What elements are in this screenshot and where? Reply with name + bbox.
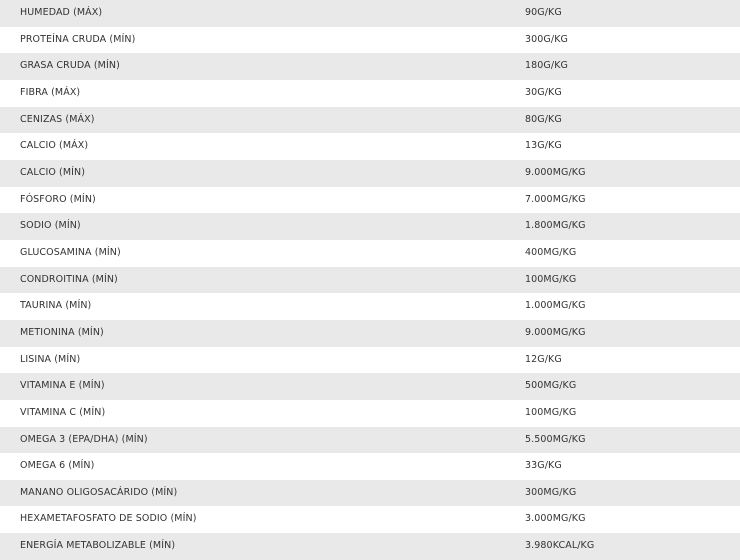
nutrient-name: CALCIO (MÍN) — [0, 160, 505, 187]
table-row — [0, 480, 740, 507]
nutrient-name: MANANO OLIGOSACÁRIDO (MÍN) — [0, 480, 505, 507]
table-row — [0, 133, 740, 160]
nutrient-name: OMEGA 6 (MÍN) — [0, 453, 505, 480]
table-row — [0, 267, 740, 294]
table-row — [0, 53, 740, 80]
nutrient-name: VITAMINA E (MÍN) — [0, 373, 505, 400]
table-row — [0, 533, 740, 560]
table-row — [0, 107, 740, 134]
nutrient-value: 100MG/KG — [505, 267, 740, 294]
nutrient-value: 500MG/KG — [505, 373, 740, 400]
nutrient-name: CENIZAS (MÁX) — [0, 107, 505, 134]
nutrient-value: 100MG/KG — [505, 400, 740, 427]
nutrient-value: 400MG/KG — [505, 240, 740, 267]
table-row — [0, 347, 740, 374]
nutrient-value: 33G/KG — [505, 453, 740, 480]
table-row — [0, 453, 740, 480]
nutrient-value: 3.000MG/KG — [505, 506, 740, 533]
nutrient-value: 13G/KG — [505, 133, 740, 160]
nutrient-name: TAURINA (MÍN) — [0, 293, 505, 320]
nutrient-value: 12G/KG — [505, 347, 740, 374]
table-row — [0, 187, 740, 214]
table-row — [0, 240, 740, 267]
table-row — [0, 0, 740, 27]
nutrient-name: FÓSFORO (MÍN) — [0, 187, 505, 214]
table-row — [0, 506, 740, 533]
table-row — [0, 400, 740, 427]
nutrient-value: 300G/KG — [505, 27, 740, 54]
nutrient-value: 80G/KG — [505, 107, 740, 134]
nutrient-value: 9.000MG/KG — [505, 320, 740, 347]
nutrient-name: SODIO (MÍN) — [0, 213, 505, 240]
table-row — [0, 27, 740, 54]
nutrient-value: 5.500MG/KG — [505, 427, 740, 454]
nutrient-name: ENERGÍA METABOLIZABLE (MÍN) — [0, 533, 505, 560]
table-row — [0, 213, 740, 240]
nutrient-name: CALCIO (MÁX) — [0, 133, 505, 160]
nutrient-name: FIBRA (MÁX) — [0, 80, 505, 107]
nutrient-name: OMEGA 3 (EPA/DHA) (MÍN) — [0, 427, 505, 454]
table-row — [0, 373, 740, 400]
nutrient-name: LISINA (MÍN) — [0, 347, 505, 374]
nutrient-value: 3.980KCAL/KG — [505, 533, 740, 560]
table-row — [0, 427, 740, 454]
nutrient-name: CONDROITINA (MÍN) — [0, 267, 505, 294]
table-row — [0, 293, 740, 320]
table-row — [0, 320, 740, 347]
nutrient-value: 180G/KG — [505, 53, 740, 80]
nutrient-name: HEXAMETAFOSFATO DE SODIO (MÍN) — [0, 506, 505, 533]
nutrient-name: PROTEÍNA CRUDA (MÍN) — [0, 27, 505, 54]
nutrient-name: HUMEDAD (MÁX) — [0, 0, 505, 27]
table-row — [0, 80, 740, 107]
nutrient-value: 90G/KG — [505, 0, 740, 27]
nutrient-name: METIONINA (MÍN) — [0, 320, 505, 347]
nutrient-name: VITAMINA C (MÍN) — [0, 400, 505, 427]
table-row — [0, 160, 740, 187]
nutrient-value: 1.000MG/KG — [505, 293, 740, 320]
nutrient-value: 30G/KG — [505, 80, 740, 107]
nutrient-value: 7.000MG/KG — [505, 187, 740, 214]
nutrient-name: GRASA CRUDA (MÍN) — [0, 53, 505, 80]
nutrient-name: GLUCOSAMINA (MÍN) — [0, 240, 505, 267]
nutrient-value: 9.000MG/KG — [505, 160, 740, 187]
nutrient-value: 1.800MG/KG — [505, 213, 740, 240]
nutrient-value: 300MG/KG — [505, 480, 740, 507]
